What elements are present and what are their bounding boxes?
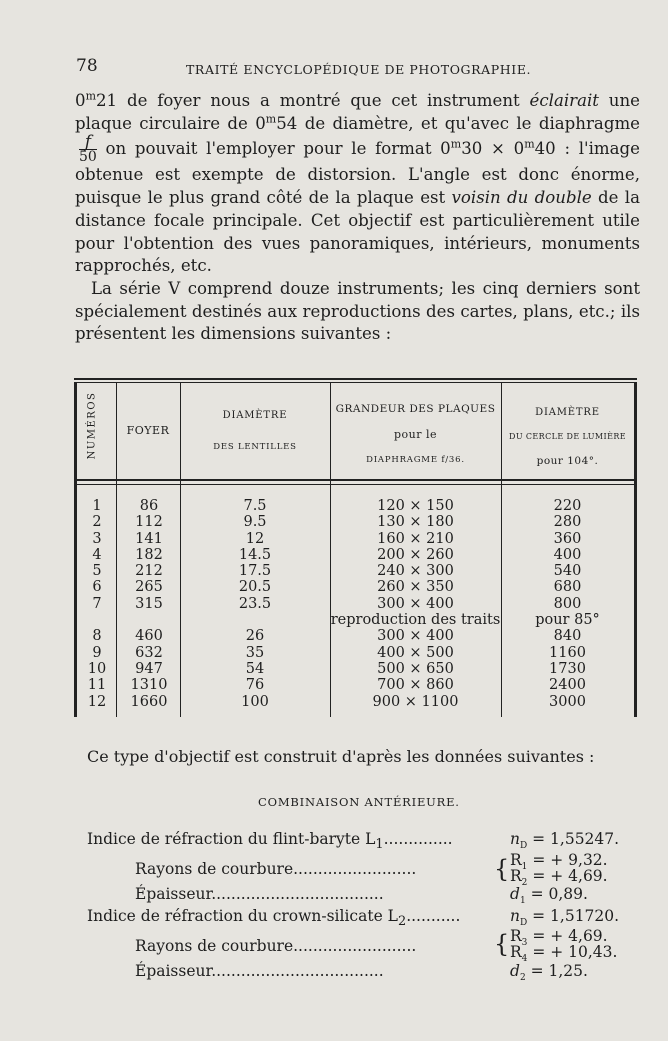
- table-cell: 86: [139, 498, 159, 514]
- table-cell: 280: [553, 514, 582, 531]
- header-diametre: DIAMÈTRE: [222, 410, 288, 421]
- header-diaphragme: DIAPHRAGME f/36.: [366, 455, 465, 465]
- spec-value-5a: $R_3$ = + 4,69.: [510, 927, 608, 949]
- table-cell: 1160: [549, 644, 586, 661]
- table-cell: 112: [135, 514, 163, 531]
- header-foyer: FOYER: [126, 424, 170, 437]
- table-cell: [78, 612, 116, 628]
- spec-label-1: Indice de réfraction du flint-baryte $L_1$..............: [87, 830, 453, 853]
- spec-label-6: Épaisseur...................................: [135, 962, 384, 980]
- running-title: TRAITÉ ENCYCLOPÉDIQUE DE PHOTOGRAPHIE.: [186, 62, 532, 77]
- table-cell: 14.5: [238, 546, 272, 563]
- book-page: 78 TRAITÉ ENCYCLOPÉDIQUE DE PHOTOGRAPHIE. 0$^m$21 de foyer nous a montré que cet instrument éclairait une plaque circulaire de 0$^m$54 de diamètre, et qu'avec le diaphragme $\frac{f}{50}$ on pouvait l'employer pour le format $0^m30 \times 0^m40$ : l'image obtenue est exempte de distorsion. L'angle est donc énorme, puisque le plus grand côté de la plaque est voisin du double de la distance focale principale. Cet objectif est particulièrement utile pour l'obtention des vues panoramiques, intérieurs, monuments rapprochés, etc. La série V comprend douze instruments; les cinq derniers sont spécialement destinés aux reproductions des cartes, plans, etc.; ils présentent les dimensions suivantes : NUMÉROS FOYER DIAMÈTRE DES LENTILLES GRANDEUR DES PLAQUES pour le DIAPHRAGME f/36. DIAMÈTRE DU CERCLE DE LUMIÈRE pour 104°. 1 2 3 4 5 6 7 8 9 10 11 12 86 112 141 182 212 265 315 460 632 947 1310 1660 7.5 9.5 12 14.5 17.5 20.5 23.5 26 35 54 76 100 120 × 150 130 × 180 160 × 210 200 × 260 240 × 300 260 × 350 300 × 400 reproduction des traits 300 × 400 400 × 500 500 × 650 700 × 860 900 × 1100 220 280 360 400 540 680 800 pour 85° 840 1160 1730 2400 3000 Ce type d'objectif est construit d'après les données suivantes : COMBINAISON ANTÉRIEURE. Indice de réfraction du flint-baryte $L_1$.............. $n_D = 1,55247$. Rayons de courbure......................... { $R_1$ = + 9,32. $R_2$ = + 4,69. Épaisseur................................... $d_1 = 0,89$. Indice de réfraction du crown-silicate $L_2$........... $n_D = 1,51720$. Rayons de courbure......................... { $R_3$ = + 4,69. $R_4$ = + 10,43. Épaisseur................................... $d_2 = 1,25$.: [75, 56, 640, 984]
- table-cell: 20.5: [238, 579, 272, 596]
- table-cell: 11: [87, 677, 107, 694]
- table-cell: 540: [553, 563, 582, 580]
- table-cell: 12: [87, 693, 107, 710]
- header-diametre-2: DIAMÈTRE: [535, 407, 600, 418]
- table-cell: 900 × 1100: [372, 693, 459, 710]
- table-cell: 130 × 180: [377, 514, 454, 531]
- table-cell: 300 × 400: [377, 628, 454, 645]
- table-cell: 212: [135, 563, 163, 580]
- header-grandeur: GRANDEUR DES PLAQUES: [335, 403, 496, 415]
- table-cell: 632: [135, 644, 163, 661]
- table-cell: 3: [92, 530, 102, 547]
- spec-label-4: Indice de réfraction du crown-silicate $L_2$...........: [87, 907, 461, 930]
- table-cell: 26: [245, 628, 265, 645]
- table-cell: 5: [92, 563, 102, 580]
- table-cell: 12: [245, 530, 265, 547]
- table-cell: 680: [553, 579, 582, 596]
- table-cell: 400: [553, 546, 582, 563]
- table-cell: 76: [245, 677, 265, 694]
- header-pour-104: pour 104°.: [536, 455, 599, 467]
- table-cell: 1: [92, 498, 102, 514]
- table-cell: reproduction des traits: [330, 612, 501, 629]
- table-cell: 54: [245, 660, 265, 677]
- table-cell: 4: [92, 546, 102, 563]
- fraction: $\frac{f}{50}$: [79, 132, 97, 166]
- column-foyer: [120, 498, 178, 710]
- table-cell: 315: [135, 595, 163, 612]
- column-numeros: [78, 498, 116, 710]
- section-title: COMBINAISON ANTÉRIEURE.: [258, 795, 460, 809]
- table-cell: 300 × 400: [377, 595, 454, 612]
- table-cell: 35: [245, 644, 265, 661]
- spec-value-3: $d_1 = 0,89$.: [510, 885, 588, 907]
- table-cell: 260 × 350: [377, 579, 454, 596]
- table-cell: 17.5: [238, 563, 272, 580]
- table-cell: 120 × 150: [377, 498, 454, 514]
- table-cell: [210, 612, 300, 628]
- spec-value-1: $n_D = 1,55247$.: [510, 830, 620, 852]
- table-note: Ce type d'objectif est construit d'après les données suivantes :: [87, 747, 595, 766]
- spec-value-2a: $R_1$ = + 9,32.: [510, 851, 608, 873]
- spec-value-2b: $R_2$ = + 4,69.: [510, 867, 608, 889]
- header-lentilles: DES LENTILLES: [213, 442, 297, 452]
- paragraph-1: 0$^m$21 de foyer nous a montré que cet instrument éclairait une plaque circulaire de 0$^m$54 de diamètre, et qu'avec le diaphragme $\frac{f}{50}$ on pouvait l'employer pour le format $0^m30 \times 0^m40$ : l'image obtenue est exempte de distorsion. L'angle est donc énorme, puisque le plus grand côté de la plaque est voisin du double de la distance focale principale. Cet objectif est particulièrement utile pour l'obtention des vues panoramiques, intérieurs, monuments rapprochés, etc.: [75, 89, 640, 276]
- header-cercle: DU CERCLE DE LUMIÈRE: [509, 432, 626, 441]
- column-plaques: [330, 498, 501, 710]
- table-cell: 1730: [549, 660, 586, 677]
- page-header: [76, 56, 616, 78]
- table-cell: 1660: [130, 693, 168, 710]
- table-cell: 265: [135, 579, 163, 596]
- table-cell: 23.5: [238, 595, 272, 612]
- spec-value-5b: $R_4$ = + 10,43.: [510, 943, 618, 965]
- table-cell: 220: [553, 498, 582, 514]
- column-diametre: [210, 498, 300, 710]
- table-cell: 182: [135, 546, 163, 563]
- column-cercle: [501, 498, 634, 710]
- table-cell: 10: [87, 660, 107, 677]
- table-cell: 3000: [549, 693, 586, 710]
- spec-label-3: Épaisseur...................................: [135, 885, 384, 903]
- body-text: [75, 90, 640, 346]
- table-cell: 2400: [549, 677, 586, 694]
- table-cell: 2: [92, 514, 102, 531]
- table-cell: 141: [135, 530, 163, 547]
- table-cell: 9: [92, 644, 102, 661]
- header-pour-le: pour le: [393, 428, 438, 441]
- table-cell: 100: [241, 693, 269, 710]
- table-cell: 360: [553, 530, 582, 547]
- page-number: 78: [76, 56, 98, 76]
- table-cell: 800: [553, 595, 582, 612]
- table-cell: 8: [92, 628, 102, 645]
- spec-label-2: Rayons de courbure.........................: [135, 860, 417, 878]
- table-cell: pour 85°: [535, 612, 600, 629]
- table-cell: 160 × 210: [377, 530, 454, 547]
- table-cell: 9.5: [243, 514, 267, 531]
- spec-label-5: Rayons de courbure.........................: [135, 937, 417, 955]
- lens-table: [74, 378, 637, 718]
- paragraph-2: La série V comprend douze instruments; les cinq derniers sont spécialement destinés aux reproductions des cartes, plans, etc.; ils présentent les dimensions suivantes :: [75, 278, 640, 344]
- table-cell: 400 × 500: [377, 644, 454, 661]
- header-numeros: NUMÉROS: [86, 391, 98, 460]
- table-cell: 500 × 650: [377, 660, 454, 677]
- table-cell: 240 × 300: [377, 563, 454, 580]
- table-cell: 200 × 260: [377, 546, 454, 563]
- table-cell: 1310: [130, 677, 168, 694]
- table-cell: 7: [92, 595, 102, 612]
- spec-value-4: $n_D = 1,51720$.: [510, 907, 620, 929]
- table-cell: 700 × 860: [377, 677, 454, 694]
- table-cell: 947: [135, 660, 163, 677]
- table-cell: [120, 612, 178, 628]
- table-cell: 460: [135, 628, 163, 645]
- table-cell: 7.5: [243, 498, 267, 514]
- table-cell: 6: [92, 579, 102, 596]
- spec-value-6: $d_2 = 1,25$.: [510, 962, 588, 984]
- table-cell: 840: [553, 628, 582, 645]
